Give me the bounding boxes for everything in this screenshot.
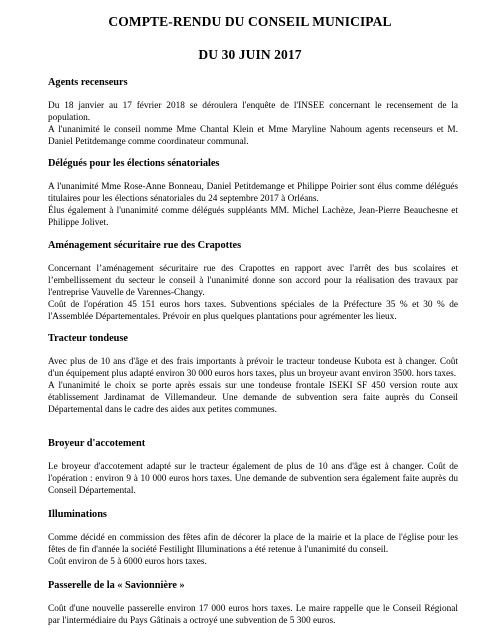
paragraph-line: A l'unanimité Mme Rose-Anne Bonneau, Daniel Petitdemange et Philippe Poirier sont élus comme délégués titulaires pour les élections sénatoriales du 24 septembre 2017 à Orléans. [48,182,458,205]
section-passerelle-savionniere [48,580,458,627]
section-heading: Agents recenseurs [48,77,128,88]
section-broyeur-accotement [48,438,458,497]
section-body [48,263,458,323]
section-heading: Passerelle de la « Savionnière » [48,580,185,591]
section-heading: Aménagement sécuritaire rue des Crapottes [48,240,242,251]
paragraph-line: Coût environ de 5 à 6000 euros hors taxes. [48,557,207,568]
section-illuminations [48,509,458,568]
paragraph-line: Avec plus de 10 ans d'âge et des frais importants à prévoir le tracteur tondeuse Kubota est à changer. Coût d'un équipement plus adapté environ 30 000 euros hors taxes, plus un broyeur avant environ 3500. hors taxes. [48,357,458,380]
section-body [48,461,458,497]
section-body [48,532,458,568]
paragraph-line: Élus également à l'unanimité comme délégués suppléants MM. Michel Lachèze, Jean-Pierre Beauchesne et Philippe Jolivet. [48,206,458,229]
section-heading: Illuminations [48,509,107,520]
section-body [48,100,458,148]
section-amenagement-crapottes [48,240,458,323]
paragraph-line: Concernant l’aménagement sécuritaire rue des Crapottes en rapport avec l'arrêt des bus scolaires et l’embellissement du secteur le conseil à l'unanimité donne son accord pour la réalisation des travaux par l'entreprise Vauvelle de Varennes-Changy. [48,264,458,299]
section-body [48,603,458,627]
paragraph-line: A l'unanimité le conseil nomme Mme Chantal Klein et Mme Maryline Nahoum agents recenseurs et M. Daniel Petitdemange comme coordinateur communal. [48,125,458,148]
paragraph-line: Coût d'une nouvelle passerelle environ 17 000 euros hors taxes. Le maire rappelle que le Conseil Régional par l'intermédiaire du Pays Gâtinais a octroyé une subvention de 5 300 euros. [48,604,458,627]
section-body [48,181,458,229]
paragraph-line: Comme décidé en commission des fêtes afin de décorer la place de la mairie et la place de l'église pour les fêtes de fin d'année la société Festilight Illuminations a été retenue à l'unanimité du conseil. [48,533,458,556]
section-agents-recenseurs [48,77,458,148]
section-heading: Tracteur tondeuse [48,333,128,344]
paragraph-line: Coût de l'opération 45 151 euros hors taxes. Subventions spéciales de la Préfecture 35 % et 30 % de l'Assemblée Départementales. Prévoir en plus quelques plantations pour agrémenter les lieux. [48,300,458,323]
document-title: COMPTE-RENDU DU CONSEIL MUNICIPAL [108,14,392,29]
paragraph-line: Du 18 janvier au 17 février 2018 se déroulera l'enquête de l'INSEE concernant le recensement de la population. [48,101,458,124]
section-tracteur-tondeuse [48,333,458,416]
section-delegues-senatoriales [48,158,458,229]
paragraph-line: A l'unanimité le choix se porte après essais sur une tondeuse frontale ISEKI SF 450 version route aux établissement Jardinamat de Villemandeur. Une demande de subvention sera faite auprès du Conseil Départemental dans le cadre des aides aux petites communes. [48,381,458,416]
meeting-date-heading: DU 30 JUIN 2017 [198,47,302,62]
section-body [48,356,458,416]
paragraph-line: Le broyeur d'accotement adapté sur le tracteur également de plus de 10 ans d'âge est à changer. Coût de l'opération : environ 9 à 10 000 euros hors taxes. Une demande de subvention sera également faite auprès du Conseil Départemental. [48,462,458,497]
section-heading: Broyeur d'accotement [48,438,146,449]
section-heading: Délégués pour les élections sénatoriales [48,158,220,169]
